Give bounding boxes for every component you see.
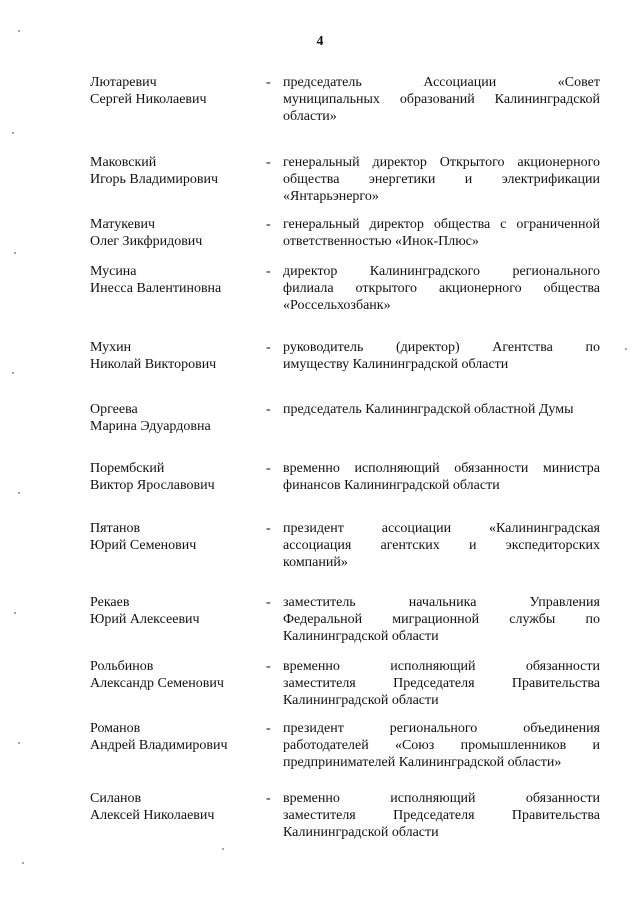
position-line: «Янтарьэнерго» [283,189,379,204]
member-name [90,154,266,205]
position-line: заместителя Председателя Правительства [283,808,600,823]
member-surname: Порембский [90,461,165,476]
position-line: президент регионального объединения [283,721,600,736]
scan-speck [222,848,224,850]
position-line: общества энергетики и электрификации [283,172,600,187]
position-line: компаний» [283,555,348,570]
member-position [283,74,600,125]
scan-speck [625,348,627,350]
member-entry [90,520,600,571]
position-line: генеральный директор Открытого акционерного [283,155,600,170]
entry-dash: - [266,264,271,279]
member-surname: Матукевич [90,217,156,232]
member-entry [90,658,600,709]
member-name [90,594,266,645]
entry-dash: - [266,595,271,610]
entry-dash: - [266,659,271,674]
scan-speck [12,132,14,134]
member-position [283,154,600,205]
position-line: имуществу Калининградской области [283,357,509,372]
entry-dash: - [266,217,271,232]
member-position [283,216,600,250]
member-given-names: Виктор Ярославович [90,478,215,493]
entry-dash: - [266,155,271,170]
member-entry [90,401,600,435]
member-entry [90,594,600,645]
entry-dash: - [266,521,271,536]
member-position [283,720,600,771]
member-entry [90,154,600,205]
member-surname: Пятанов [90,521,141,536]
position-line: президент ассоциации «Калининградская [283,521,600,536]
member-given-names: Александр Семенович [90,676,224,691]
member-surname: Рольбинов [90,659,154,674]
position-line: директор Калининградского регионального [283,264,600,279]
member-entry [90,74,600,125]
position-line: генеральный директор общества с ограниченной [283,217,600,232]
scan-speck [18,742,20,744]
member-entry [90,216,600,250]
member-entry [90,339,600,373]
member-position [283,460,600,494]
member-position [283,401,600,435]
scan-speck [22,862,24,864]
entry-dash: - [266,340,271,355]
member-name [90,460,266,494]
member-surname: Оргеева [90,402,138,417]
scan-speck [14,252,16,254]
entry-dash: - [266,75,271,90]
entry-dash: - [266,461,271,476]
page-number: 4 [316,34,324,49]
position-line: области» [283,109,337,124]
member-position [283,339,600,373]
member-entry [90,263,600,314]
member-entry [90,720,600,771]
position-line: муниципальных образований Калининградской [283,92,600,107]
member-position [283,658,600,709]
member-surname: Романов [90,721,141,736]
scan-speck [14,612,16,614]
position-line: Калининградской области [283,693,439,708]
position-line: временно исполняющий обязанности [283,659,600,674]
member-entry [90,790,600,841]
member-given-names: Алексей Николаевич [90,808,215,823]
position-line: председатель Калининградской областной Думы [283,402,574,417]
member-given-names: Юрий Семенович [90,538,197,553]
entry-dash: - [266,721,271,736]
member-position [283,594,600,645]
position-line: ассоциация агентских и экспедиторских [283,538,600,553]
member-name [90,339,266,373]
member-given-names: Марина Эдуардовна [90,419,211,434]
position-line: временно исполняющий обязанности министра [283,461,600,476]
member-surname: Силанов [90,791,142,806]
scan-speck [18,30,20,32]
position-line: предпринимателей Калининградской области» [283,755,562,770]
entry-dash: - [266,791,271,806]
member-position [283,263,600,314]
member-entry [90,460,600,494]
member-given-names: Олег Зикфридович [90,234,203,249]
member-position [283,520,600,571]
scan-speck [12,372,14,374]
member-position [283,790,600,841]
member-surname: Лютаревич [90,75,157,90]
member-surname: Маковский [90,155,157,170]
position-line: «Россельхозбанк» [283,298,391,313]
member-name [90,74,266,125]
position-line: временно исполняющий обязанности [283,791,600,806]
member-name [90,216,266,250]
entry-dash: - [266,402,271,417]
position-line: работодателей «Союз промышленников и [283,738,600,753]
member-name [90,520,266,571]
position-line: председатель Ассоциации «Совет [283,75,600,90]
member-name [90,790,266,841]
position-line: финансов Калининградской области [283,478,500,493]
member-name [90,720,266,771]
member-surname: Мусина [90,264,137,279]
member-given-names: Николай Викторович [90,357,217,372]
member-surname: Рекаев [90,595,130,610]
member-given-names: Инесса Валентиновна [90,281,222,296]
position-line: филиала открытого акционерного общества [283,281,600,296]
member-name [90,401,266,435]
member-surname: Мухин [90,340,132,355]
position-line: заместителя Председателя Правительства [283,676,600,691]
member-given-names: Сергей Николаевич [90,92,207,107]
position-line: заместитель начальника Управления [283,595,600,610]
member-name [90,263,266,314]
member-name [90,658,266,709]
member-given-names: Юрий Алексеевич [90,612,200,627]
position-line: ответственностью «Инок-Плюс» [283,234,479,249]
position-line: Федеральной миграционной службы по [283,612,600,627]
position-line: Калининградской области [283,629,439,644]
member-given-names: Игорь Владимирович [90,172,219,187]
scan-speck [18,492,20,494]
position-line: Калининградской области [283,825,439,840]
member-given-names: Андрей Владимирович [90,738,228,753]
position-line: руководитель (директор) Агентства по [283,340,600,355]
